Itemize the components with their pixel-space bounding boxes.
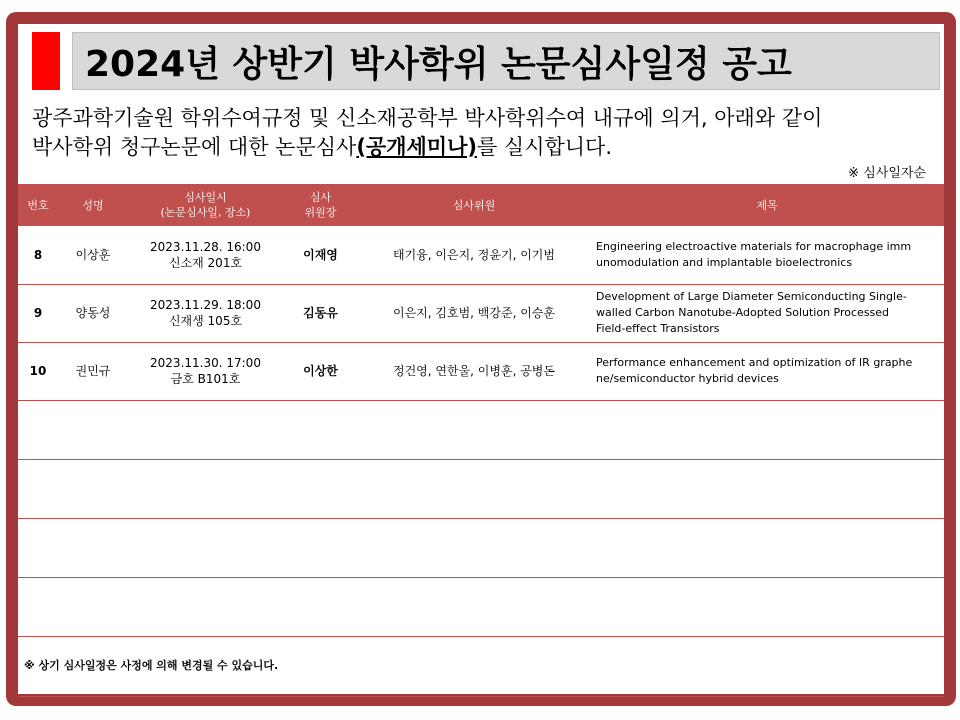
row-num: 8 [18,226,58,284]
footnote-row [18,636,944,696]
row-committee: 이은지, 김호범, 백강준, 이승훈 [358,284,590,342]
row-datetime-time: 2023.11.29. 18:00 [150,298,261,312]
row-title-line1: Development of Large Diameter Semiconducting Single- [596,290,907,303]
empty-row [18,577,944,636]
row-name: 이상훈 [58,226,128,284]
row-title-line2: ne/semiconductor hybrid devices [596,372,779,385]
row-datetime [128,342,283,400]
row-num: 10 [18,342,58,400]
header-title: 제목 [590,184,944,226]
row-title-line3: Field-effect Transistors [596,322,720,335]
row-title-line2: unomodulation and implantable bioelectronics [596,255,853,269]
title-bar [72,32,940,90]
row-chair: 이상한 [283,342,358,400]
row-datetime-place: 금호 B101호 [170,372,241,386]
row-datetime [128,284,283,342]
header-chair [283,184,358,226]
row-committee: 정건영, 연한울, 이병훈, 공병돈 [358,342,590,400]
table-row [18,226,944,284]
row-title [590,284,944,342]
intro-line-2-prefix: 박사학위 청구논문에 대한 논문심사 [32,135,357,159]
header-num: 번호 [18,184,58,226]
empty-row [18,400,944,459]
empty-row [18,518,944,577]
table-row [18,342,944,400]
header-committee: 심사위원 [358,184,590,226]
row-datetime-place: 신소재 201호 [168,255,243,270]
announcement-frame [6,12,956,706]
row-chair: 김동유 [283,284,358,342]
header-date-line1: 심사일시 [184,191,227,204]
sort-note: ※ 심사일자순 [848,166,926,181]
header-name: 성명 [58,184,128,226]
header-chair-line2: 위원장 [304,206,337,219]
row-datetime-time: 2023.11.30. 17:00 [150,356,261,370]
row-name: 권민규 [58,342,128,400]
row-title-line2: walled Carbon Nanotube-Adopted Solution Processed [596,306,890,319]
empty-row [18,459,944,518]
intro-emphasis: (공개세미나) [356,135,477,159]
page-title: 2024년 상반기 박사학위 논문심사일정 공고 [85,43,792,85]
title-area [32,32,938,94]
row-title-line1: Performance enhancement and optimization of IR graphe [596,356,913,369]
row-chair: 이재영 [283,226,358,284]
intro-line-2 [32,133,932,162]
row-datetime [128,226,283,284]
row-committee: 태기융, 이은지, 정윤기, 이기범 [358,226,590,284]
row-title [590,226,944,284]
row-datetime-place: 신재생 105호 [168,314,243,328]
row-num: 9 [18,284,58,342]
row-name: 양동성 [58,284,128,342]
row-datetime-time: 2023.11.28. 16:00 [150,239,261,254]
table-row [18,284,944,342]
row-title [590,342,944,400]
row-title-line1: Engineering electroactive materials for macrophage imm [596,239,912,253]
intro-line-2-suffix: 를 실시합니다. [476,135,613,159]
footnote: ※ 상기 심사일정은 사정에 의해 변경될 수 있습니다. [18,636,944,696]
header-date [128,184,283,226]
title-accent-block [32,32,60,90]
header-chair-line1: 심사 [309,191,332,204]
intro-text [32,104,932,162]
schedule-table [18,184,944,697]
header-date-line2: (논문심사일, 장소) [160,206,251,219]
intro-line-1: 광주과학기술원 학위수여규정 및 신소재공학부 박사학위수여 내규에 의거, 아래와 같이 [32,106,823,130]
table-header-row [18,184,944,226]
